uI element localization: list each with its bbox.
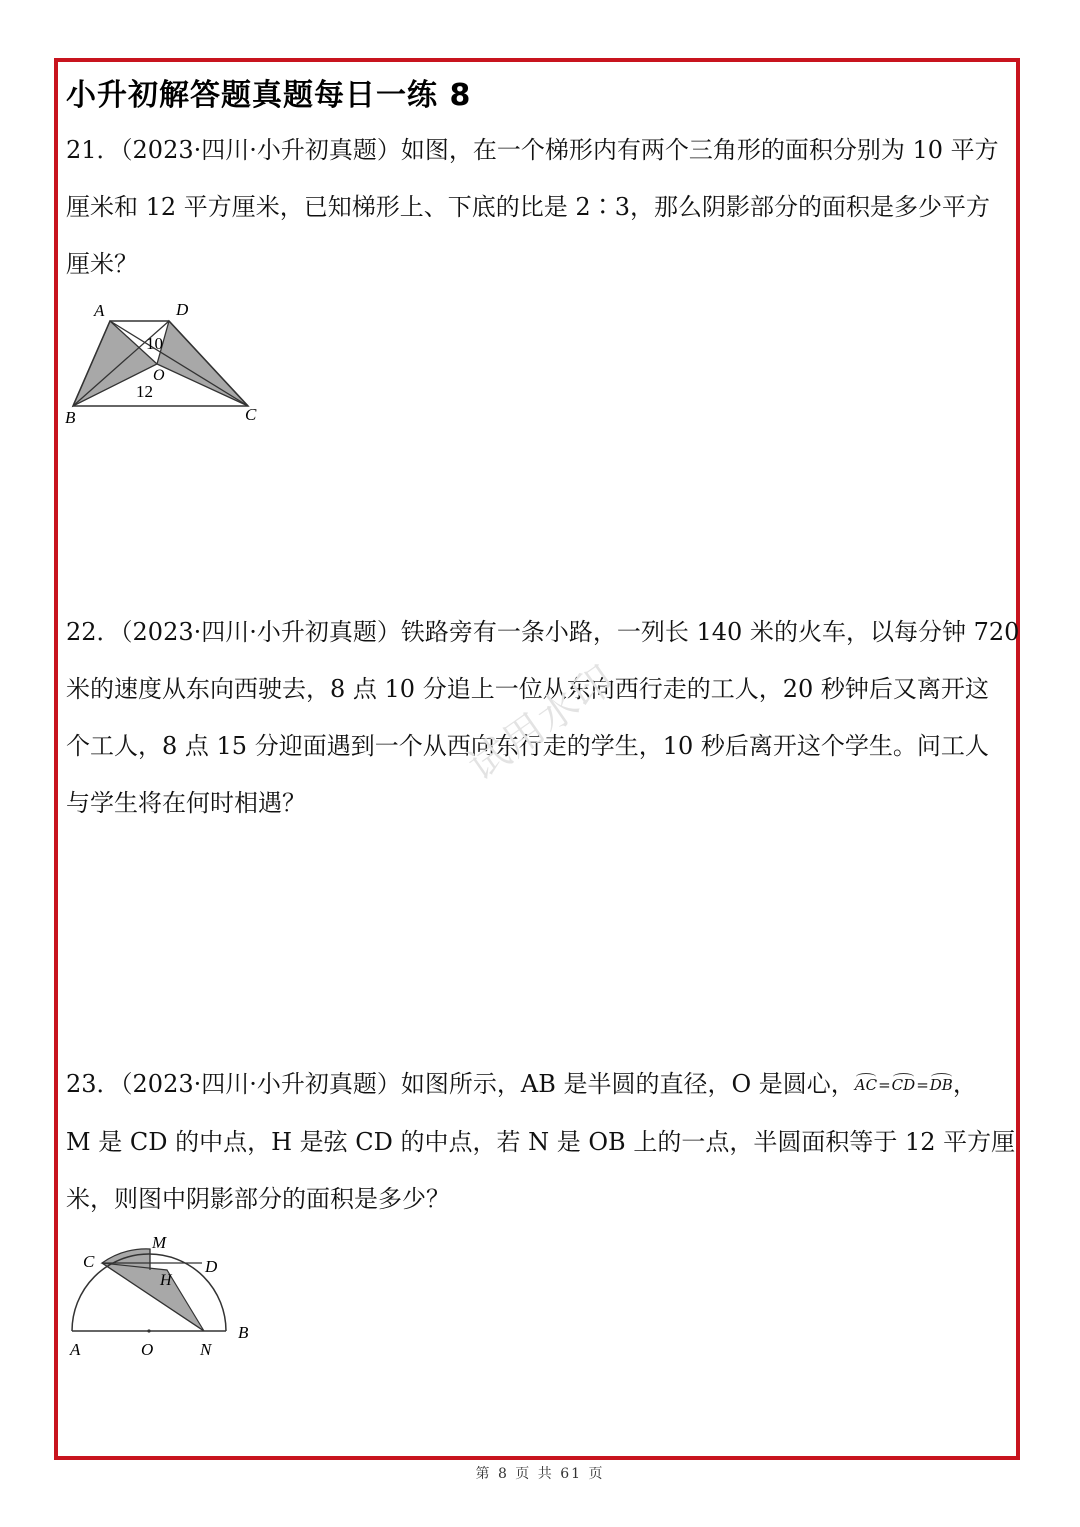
problem-22-line-1: 22．（2023·四川·小升初真题）铁路旁有一条小路，一列长 140 米的火车，以每分钟 720: [66, 618, 1020, 646]
label-h: H: [160, 1272, 172, 1289]
trapezoid-figure: [60, 296, 270, 430]
area-label-top: 10: [146, 334, 163, 353]
equals-sign-1: =: [878, 1076, 891, 1094]
problem-22-line-4: 与学生将在何时相遇？: [66, 789, 306, 817]
area-label-bottom: 12: [136, 382, 153, 401]
problem-23-line-2: M 是 CD 的中点，H 是弦 CD 的中点，若 N 是 OB 上的一点，半圆面积等于 12 平方厘: [66, 1128, 1016, 1156]
label-d: D: [205, 1257, 218, 1276]
label-n: N: [200, 1340, 212, 1359]
semicircle-figure: [60, 1230, 260, 1362]
problem-23-line-1: [66, 1056, 1016, 1114]
shaded-triangle-dco: [157, 321, 248, 406]
label-c: C: [83, 1252, 95, 1271]
label-c: C: [245, 405, 257, 424]
problem-21-line-2: 厘米和 12 平方厘米，已知梯形上、下底的比是 2∶3，那么阴影部分的面积是多少平方: [66, 193, 990, 221]
problem-21-line-1: 21．（2023·四川·小升初真题）如图，在一个梯形内有两个三角形的面积分别为 10 平方: [66, 136, 999, 164]
arc-db: DB: [929, 1076, 953, 1094]
label-o: O: [153, 367, 165, 384]
watermark: 试用水印: [460, 656, 625, 791]
problem-23: [66, 1056, 1016, 1228]
label-a: A: [94, 301, 105, 320]
problem-22-line-2: 米的速度从东向西驶去，8 点 10 分追上一位从东向西行走的工人，20 秒钟后又离开这: [66, 675, 989, 703]
center-point-o: [147, 1329, 150, 1332]
problem-23-line-1-text: 23．（2023·四川·小升初真题）如图所示，AB 是半圆的直径，O 是圆心，: [66, 1070, 855, 1098]
problem-23-line-1-end: ，: [952, 1070, 977, 1098]
label-o: O: [141, 1340, 154, 1359]
problem-21: [66, 122, 1016, 293]
problem-23-line-3: 米，则图中阴影部分的面积是多少？: [66, 1185, 450, 1213]
page-footer: 第 8 页 共 61 页: [475, 1466, 605, 1482]
problem-22-line-3: 个工人，8 点 15 分迎面遇到一个从西向东行走的学生，10 秒后离开这个学生。问工人: [66, 732, 989, 760]
problem-21-line-3: 厘米？: [66, 250, 138, 278]
arc-cd: CD: [891, 1076, 916, 1094]
label-b: B: [238, 1323, 249, 1342]
label-d: D: [176, 300, 189, 319]
arc-ac: AC: [854, 1076, 878, 1094]
label-a: A: [70, 1340, 81, 1359]
label-b: B: [65, 408, 76, 427]
page-title: 小升初解答题真题每日一练 8: [66, 78, 472, 113]
equals-sign-2: =: [916, 1076, 929, 1094]
label-m: M: [152, 1233, 167, 1252]
